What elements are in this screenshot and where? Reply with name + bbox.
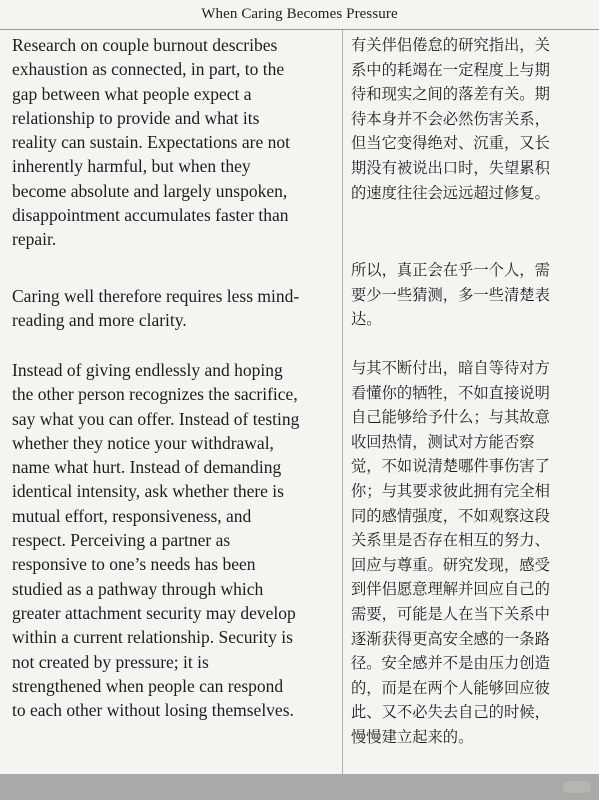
bottom-bar (0, 774, 599, 800)
title-divider (0, 29, 599, 30)
column-divider (342, 30, 343, 774)
chinese-paragraph-1: 有关伴侣倦怠的研究指出，关 系中的耗竭在一定程度上与期 待和现实之间的落差有关。期 待本身并不会必然伤害关系， 但当它变得绝对、沉重，又长 期没有被说出口时，失望累积 的速度往往会远远超过修复。 (351, 36, 550, 202)
english-paragraph-2: Caring well therefore requires less mind- reading and more clarity. (12, 286, 300, 331)
chinese-paragraph-2: 所以，真正会在乎一个人，需 要少一些猜测，多一些清楚表 达。 (351, 261, 550, 329)
page-title: When Caring Becomes Pressure (201, 6, 398, 22)
watermark-badge (563, 781, 591, 793)
chinese-paragraph-3: 与其不断付出，暗自等待对方 看懂你的牺牲，不如直接说明 自己能够给予什么；与其故意 收回热情，测试对方能否察 觉，不如说清楚哪件事伤害了 你；与其要求彼此拥有完全相 同的感情强度，不如观察这段 关系里是否存在相互的努力、 回应与尊重。研究发现，感受 到伴侣愿意理解并回应自己的 需要，可能是人在当下关系中 逐渐获得更高安全感的一条路 径。安全感并不是由压力创造 的，而是在两个人能够回应彼 此、又不必失去自己的时候， 慢慢建立起来的。 (351, 359, 550, 746)
english-paragraph-3: Instead of giving endlessly and hoping the other person recognizes the sacrifice, say what you can offer. Instead of testing whether they notice your withdrawal, name what hurt. Instead of demanding identical intensity, ask whether there is mutual effort, responsiveness, and respect. Perceiving a partner as responsive to one’s needs has been studied as a pathway through which greater attachment security may develop within a current relationship. Security is not created by pressure; it is strengthened when people can respond to each other without losing themselves. (12, 360, 300, 721)
english-paragraph-1: Research on couple burnout describes exhaustion as connected, in part, to the gap between what people expect a relationship to provide and what its reality can sustain. Expectations are not inherently harmful, but when they become absolute and largely unspoken, disappointment accumulates faster than repair. (12, 35, 290, 250)
